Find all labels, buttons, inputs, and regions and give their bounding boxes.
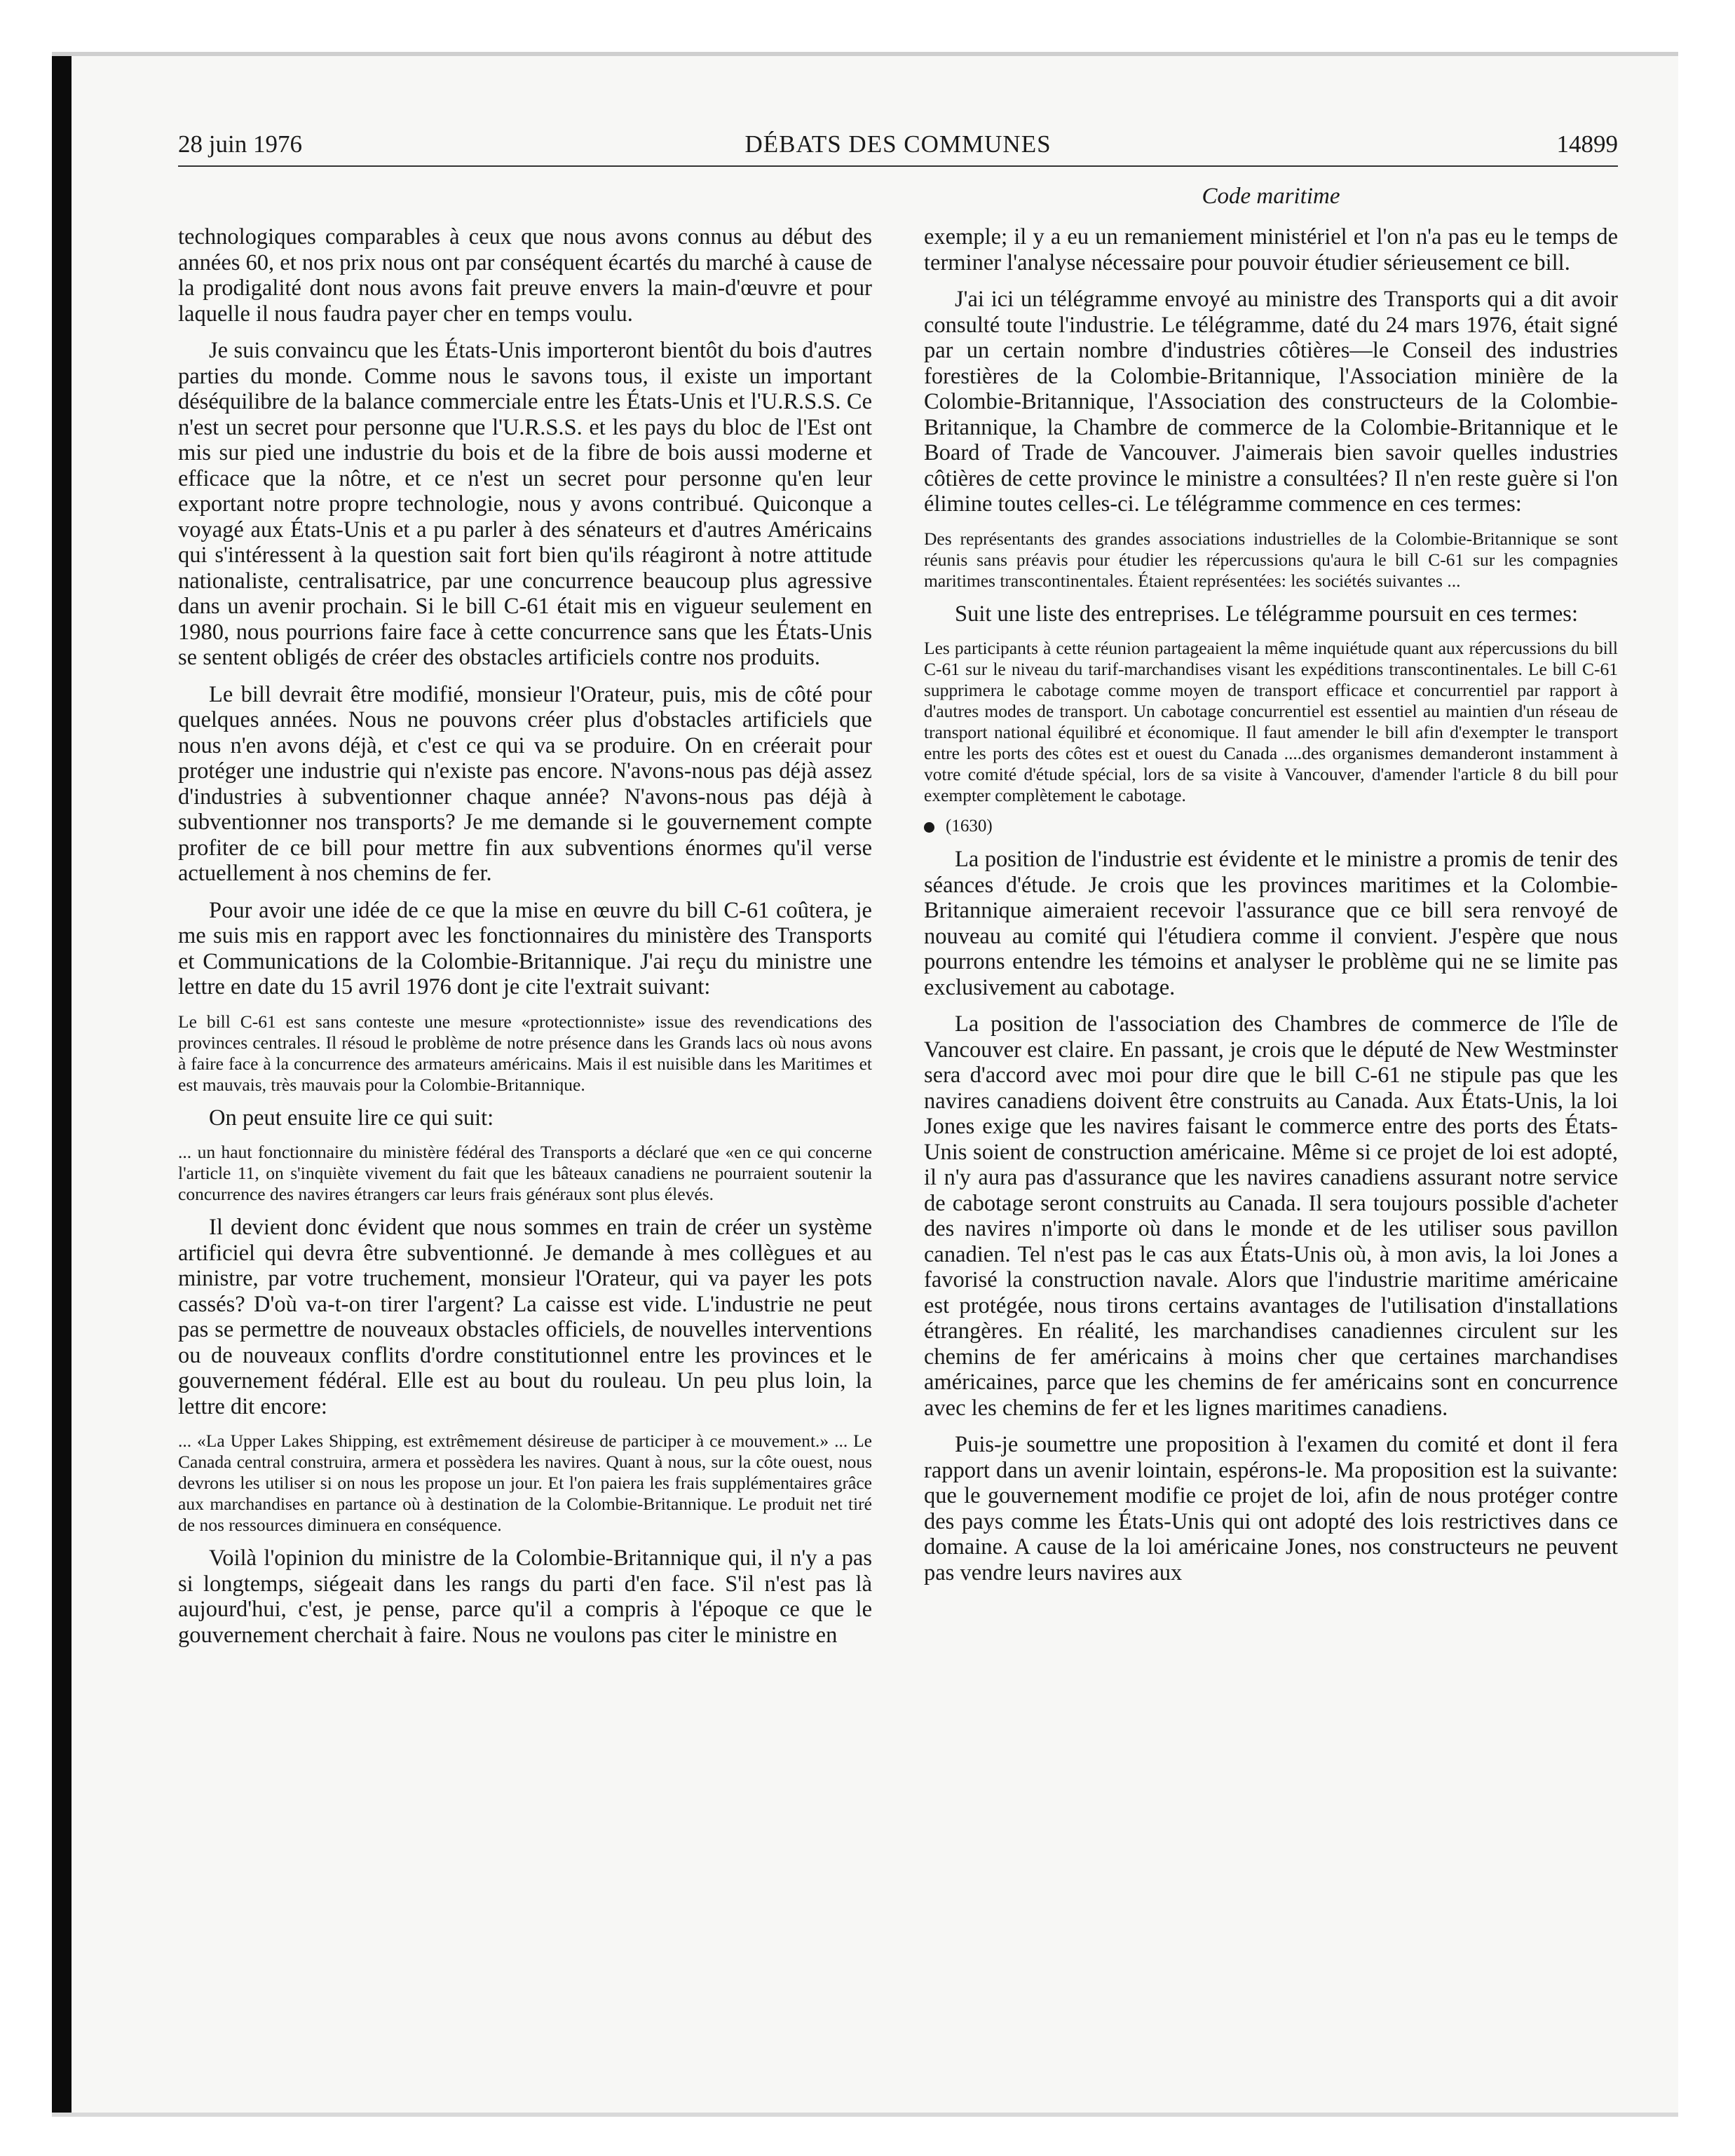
paragraph [178, 1215, 872, 1419]
page-number: 14899 [1556, 130, 1618, 158]
right-column [924, 224, 1618, 1597]
scan-edge-shadow [52, 52, 72, 2117]
paragraph-text: ... un haut fonctionnaire du ministère fédéral des Transports a déclaré que «en ce qui concerne l'article 11, on s'inquiète vivement du fait que les bâteaux canadiens ne pourraient soutenir la concurrence des navires étrangers car leurs frais généraux sont plus élevés. [178, 1142, 872, 1204]
scan-bottom-edge [52, 2113, 1678, 2117]
header-date: 28 juin 1976 [178, 130, 302, 158]
header-rule [178, 165, 1618, 167]
paragraph-text: Des représentants des grandes associations industrielles de la Colombie-Britannique se sont réunis sans préavis pour étudier les répercussions qu'aura le bill C-61 sur les compagnies maritimes transcontinentales. Étaient représentées: les sociétés suivantes ... [924, 528, 1618, 591]
paragraph [924, 1432, 1618, 1585]
bullet-icon [924, 822, 934, 833]
paragraph [178, 224, 872, 327]
paragraph-text: La position de l'association des Chambres de commerce de l'île de Vancouver est claire. En passant, je crois que le député de New Westminster sera d'accord avec moi pour dire que le bill C-61 ne stipule pas que les navires canadiens doivent être construits au Canada. Aux États-Unis, la loi Jones exige que les navires faisant le commerce entre des ports des États-Unis soient de construction américaine. Même si ce projet de loi est adopté, il n'y aura pas d'assurance que les navires canadiens assurant notre service de cabotage seront construits au Canada. Il sera toujours possible d'acheter des navires n'importe où dans le monde et de les utiliser sous pavillon canadien. Tel n'est pas le cas aux États-Unis où, à mon avis, la loi Jones a favorisé la construction navale. Alors que l'industrie maritime américaine est protégée, nous tirons certains avantages de l'utilisation d'installations étrangères. En réalité, les marchandises canadiennes circulent sur les chemins de fer américains à moins cher que certaines marchandises américaines, parce que les chemins de fer américains sont en concurrence avec les chemins de fer et les lignes maritimes canadiens. [924, 1011, 1618, 1421]
paragraph-text: Le bill devrait être modifié, monsieur l'Orateur, puis, mis de côté pour quelques années. Nous ne pouvons créer plus d'obstacles artificiels que nous n'en avons déjà, et c'est ce qui va se produire. On en créerait pour protéger une industrie qui n'existe pas encore. N'avons-nous pas déjà assez d'industries à subventionner chaque année? N'avons-nous pas déjà à subventionner nos transports? Je me demande si le gouvernement compte profiter de ce bill pour mettre fin aux subventions énormes qu'il verse actuellement à nos chemins de fer. [178, 681, 872, 886]
left-column [178, 224, 872, 1659]
block-quote [924, 528, 1618, 592]
paragraph-text: (1630) [946, 817, 993, 835]
paragraph-text: Voilà l'opinion du ministre de la Colombie-Britannique qui, il n'y a pas si longtemps, siégeait dans les rangs du parti d'en face. S'il n'est pas là aujourd'hui, c'est, je pense, parce qu'il a compris à l'époque ce que le gouvernement cherchait à faire. Nous ne voulons pas citer le ministre en [178, 1546, 872, 1648]
paragraph-text: Pour avoir une idée de ce que la mise en œuvre du bill C-61 coûtera, je me suis mis en rapport avec les fonctionnaires du ministère des Transports et Communications de la Colombie-Britannique. J'ai reçu du ministre une lettre en date du 15 avril 1976 dont je cite l'extrait suivant: [178, 897, 872, 999]
paragraph-text: Suit une liste des entreprises. Le télégramme poursuit en ces termes: [955, 601, 1578, 627]
paragraph [924, 601, 1618, 627]
paragraph-text: technologiques comparables à ceux que nous avons connus au début des années 60, et nos prix nous ont par conséquent écartés du marché à cause de la prodigalité dont nous avons fait preuve envers la main-d'œuvre et pour laquelle il nous faudra payer cher en temps voulu. [178, 224, 872, 327]
block-quote [178, 1142, 872, 1205]
paragraph-text: Puis-je soumettre une proposition à l'examen du comité et dont il fera rapport dans un avenir lointain, espérons-le. Ma proposition est la suivante: que le gouvernement modifie ce projet de loi, afin de nous protéger contre des pays comme les États-Unis qui ont adopté des lois restrictives dans ce domaine. A cause de la loi américaine Jones, nos constructeurs ne peuvent pas vendre leurs navires aux [924, 1432, 1618, 1585]
paragraph-text: On peut ensuite lire ce qui suit: [209, 1105, 494, 1131]
paragraph-text: J'ai ici un télégramme envoyé au ministre des Transports qui a dit avoir consulté toute l'industrie. Le télégramme, daté du 24 mars 1976, était signé par un certain nombre d'industries côtières—le Conseil des industries forestières de la Colombie-Britannique, l'Association minière de la Colombie-Britannique, l'Association des constructeurs de la Colombie-Britannique, la Chambre de commerce de la Colombie-Britannique et le Board of Trade de Vancouver. J'aimerais bien savoir quelles industries côtières de cette province le ministre a consultées? Il n'en reste guère si l'on élimine toutes celles-ci. Le télégramme commence en ces termes: [924, 287, 1618, 517]
paragraph-text: ... «La Upper Lakes Shipping, est extrêmement désireuse de participer à ce mouvement.» ... Le Canada central construira, armera et possèdera les navires. Quant à nous, sur la côte ouest, nous devrons les utiliser si on nous les propose un jour. Et l'on paiera les frais supplémentaires grâce aux marchandises en partance où à destination de la Colombie-Britannique. Le produit net tiré de nos ressources diminuera en conséquence. [178, 1431, 872, 1535]
paragraph [924, 847, 1618, 1000]
paragraph-text: La position de l'industrie est évidente et le ministre a promis de tenir des séances d'étude. Je crois que les provinces maritimes et la Colombie-Britannique aimeraient recevoir l'assurance que ce bill sera renvoyé de nouveau au comité qui l'étudiera comme il convient. J'espère que nous pourrons entendre les témoins et analyser le problème qui ne se limite pas exclusivement au cabotage. [924, 847, 1618, 1000]
paragraph [178, 1546, 872, 1648]
time-marker [924, 816, 1618, 837]
paragraph-text: Je suis convaincu que les États-Unis importeront bientôt du bois d'autres parties du monde. Comme nous le savons tous, il existe un important déséquilibre de la balance commerciale entre les États-Unis et l'U.R.S.S. Ce n'est un secret pour personne que l'U.R.S.S. et les pays du bloc de l'Est ont mis sur pied une industrie du bois et de la fibre de bois aussi moderne et efficace que la nôtre, et ce n'est un secret pour personne qu'en leur exportant notre propre technologie, nous y avons contribué. Quiconque a voyagé aux États-Unis et a pu parler à des sénateurs et d'autres Américains qui s'intéressent à la question sait fort bien qu'ils réagiront à notre attitude nationaliste, centralisatrice, par une concurrence beaucoup plus agressive dans un avenir prochain. Si le bill C-61 était mis en vigueur seulement en 1980, nous pourrions faire face à cette concurrence sans que les États-Unis se sentent obligés de créer des obstacles artificiels contre nos produits. [178, 338, 872, 670]
paragraph [178, 1105, 872, 1131]
paragraph [924, 1011, 1618, 1421]
paragraph [924, 287, 1618, 517]
paragraph [924, 224, 1618, 275]
paragraph-text: Le bill C-61 est sans conteste une mesure «protectionniste» issue des revendications des provinces centrales. Il résoud le problème de notre présence dans les Grands lacs où nous avons à faire face à la concurrence des armateurs américains. Mais il est nuisible dans les Maritimes et est mauvais, très mauvais pour la Colombie-Britannique. [178, 1011, 872, 1095]
block-quote [924, 638, 1618, 806]
paragraph-text: Les participants à cette réunion partageaient la même inquiétude quant aux répercussions du bill C-61 sur le niveau du tarif-marchandises visant les expéditions transcontinentales. Le bill C-61 supprimera le cabotage comme moyen de transport efficace et concurrentiel par rapport à d'autres modes de transport. Un cabotage concurrentiel est essentiel au maintien d'un réseau de transport national équilibré et économique. Il faut amender le bill afin d'exempter le transport entre les ports des côtes est et ouest du Canada ....des organismes demanderont instamment à votre comité d'étude spécial, lors de sa visite à Vancouver, d'amender l'article 8 du bill pour exempter complètement le cabotage. [924, 638, 1618, 805]
paragraph [178, 338, 872, 671]
block-quote [178, 1431, 872, 1536]
header-title: DÉBATS DES COMMUNES [744, 130, 1052, 158]
paragraph-text: Il devient donc évident que nous sommes en train de créer un système artificiel qui devra être subventionné. Je demande à mes collègues et au ministre, par votre truchement, monsieur l'Orateur, qui va payer les pots cassés? D'où va-t-on tirer l'argent? La caisse est vide. L'industrie ne peut pas se permettre de nouveaux obstacles officiels, de nouvelles interventions ou de nouveaux conflits d'ordre constitutionnel entre les provinces et le gouvernement fédéral. Elle est au bout du rouleau. Un peu plus loin, la lettre dit encore: [178, 1215, 872, 1419]
paragraph [178, 898, 872, 1000]
paragraph [178, 682, 872, 887]
block-quote [178, 1011, 872, 1096]
page-header [178, 130, 1618, 165]
paragraph-text: exemple; il y a eu un remaniement ministériel et l'on n'a pas eu le temps de terminer l'analyse nécessaire pour pouvoir étudier sérieusement ce bill. [924, 224, 1618, 275]
section-subject: Code maritime [1202, 184, 1340, 209]
